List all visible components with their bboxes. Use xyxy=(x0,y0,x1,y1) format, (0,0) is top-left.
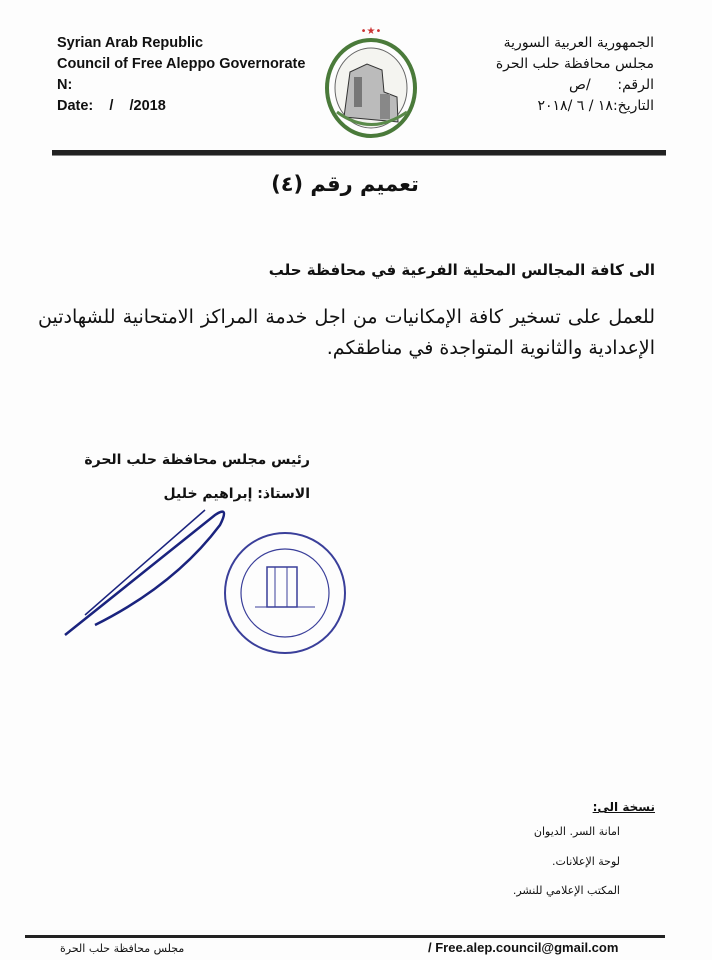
signatory-title: رئيس مجلس محافظة حلب الحرة xyxy=(84,452,310,468)
country-ar: الجمهورية العربية السورية xyxy=(503,35,654,51)
signature-and-stamp xyxy=(55,495,355,665)
date-ar: التاريخ:١٨ / ٦ /٢٠١٨ xyxy=(537,98,654,114)
circular-title: تعميم رقم (٤) xyxy=(271,172,419,196)
number-en: N: xyxy=(57,77,73,93)
copy-item: امانة السر. الديوان xyxy=(533,825,620,838)
body-text: للعمل على تسخير كافة الإمكانيات من اجل خدمة المراكز الامتحانية للشهادتين الإعدادية والثانوية المتواجدة في مناطقكم. xyxy=(38,306,655,359)
copy-item: المكتب الإعلامي للنشر. xyxy=(512,884,620,897)
svg-text:•★•: •★• xyxy=(360,26,382,37)
footer-email: / Free.alep.council@gmail.com xyxy=(428,940,619,955)
council-logo xyxy=(322,22,420,142)
signatory-name: الاستاذ: إبراهيم خليل xyxy=(163,486,310,502)
country-en: Syrian Arab Republic xyxy=(57,35,204,51)
header-english xyxy=(57,33,305,117)
copies-label: نسخة الى: xyxy=(592,800,655,814)
copy-item: لوحة الإعلانات. xyxy=(552,855,620,868)
header-arabic xyxy=(496,33,654,117)
council-ar: مجلس محافظة حلب الحرة xyxy=(495,56,654,72)
footer-divider xyxy=(25,935,665,938)
addressee: الى كافة المجالس المحلية الفرعية في محافظة حلب xyxy=(268,261,655,279)
footer-council: مجلس محافظة حلب الحرة xyxy=(60,942,185,955)
number-ar: الرقم: /ص xyxy=(569,77,654,93)
council-en: Council of Free Aleppo Governorate xyxy=(57,56,306,72)
header-divider xyxy=(52,150,666,156)
date-en: Date: / /2018 xyxy=(57,98,166,114)
